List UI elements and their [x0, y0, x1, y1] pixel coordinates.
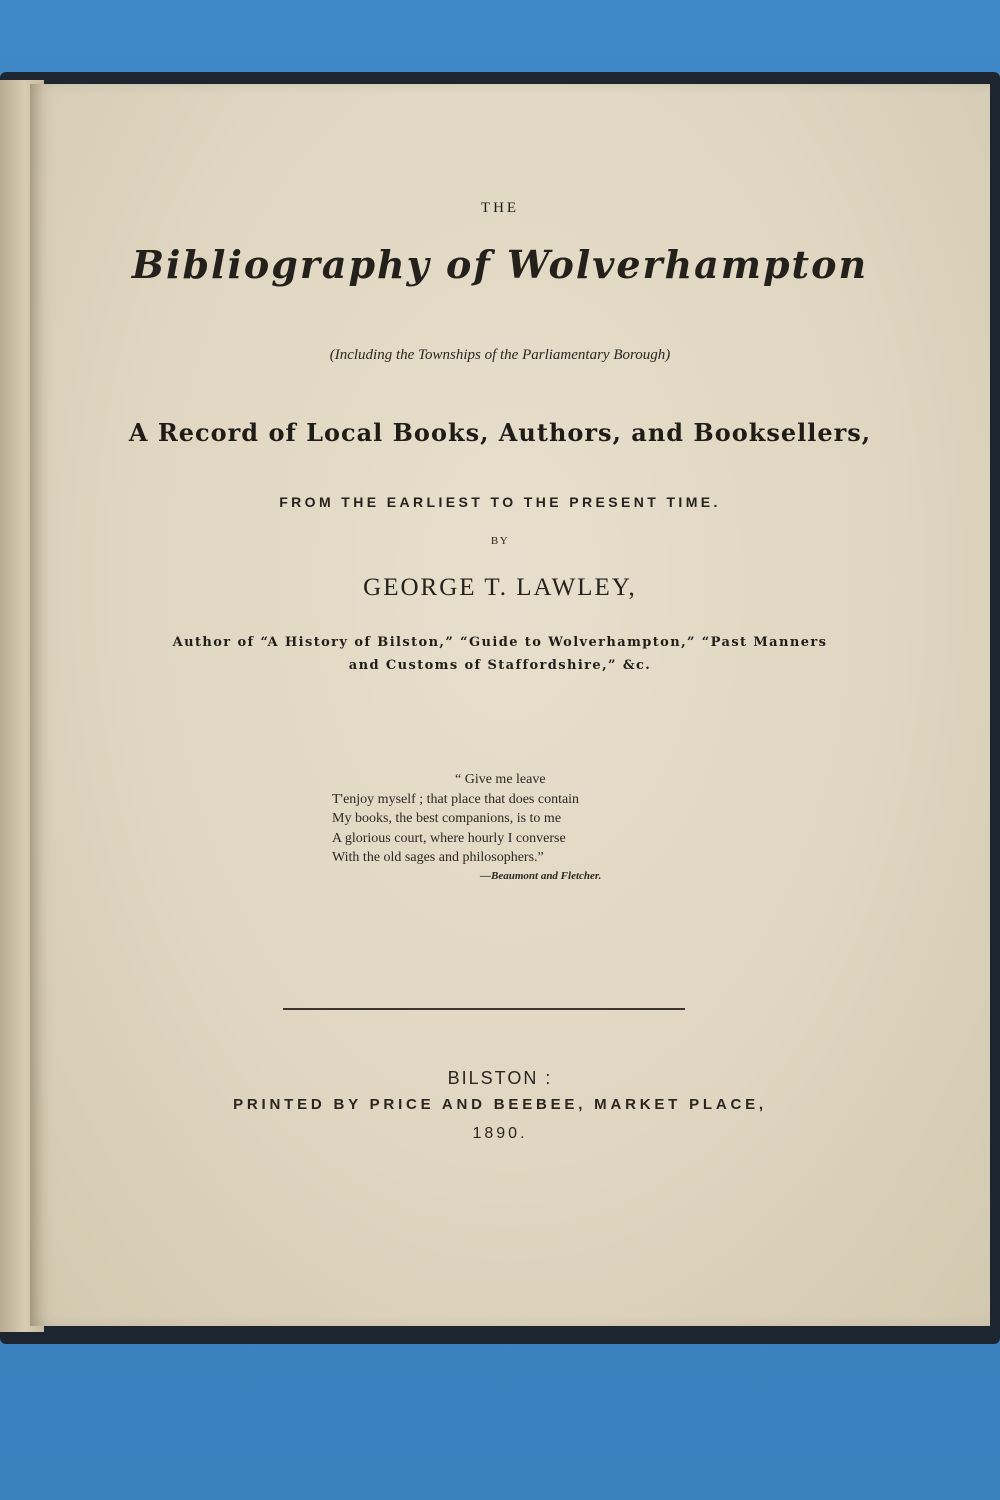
subtitle-including: (Including the Townships of the Parliamentary Borough): [329, 347, 671, 363]
book-title: Bibliography of Wolverhampton: [131, 242, 869, 287]
epigraph-line: “ Give me leave: [455, 772, 546, 787]
epigraph-line: A glorious court, where hourly I converse: [332, 830, 566, 846]
title-article: THE: [480, 200, 520, 216]
author-credits-line1: Author of “A History of Bilston,” “Guide to Wolverhampton,” “Past Manners: [172, 635, 828, 650]
author-credits-line2: and Customs of Staffordshire,” &c.: [348, 658, 652, 673]
subtitle-record: A Record of Local Books, Authors, and Booksellers,: [128, 418, 872, 447]
epigraph-line: T'enjoy myself ; that place that does contain: [332, 791, 580, 807]
imprint-printer: PRINTED BY PRICE AND BEEBEE, MARKET PLACE,: [233, 1096, 767, 1113]
imprint-year: 1890.: [472, 1125, 528, 1142]
epigraph-line: With the old sages and philosophers.”: [332, 850, 544, 865]
epigraph: [332, 770, 662, 868]
imprint-place: BILSTON :: [447, 1068, 553, 1088]
epigraph-attribution: —Beaumont and Fletcher.: [480, 870, 602, 882]
epigraph-line: My books, the best companions, is to me: [332, 811, 562, 826]
by-line: BY: [490, 535, 510, 547]
author-name: GEORGE T. LAWLEY,: [363, 574, 637, 601]
divider-rule: [283, 1008, 685, 1010]
subtitle-period: FROM THE EARLIEST TO THE PRESENT TIME.: [279, 494, 721, 510]
